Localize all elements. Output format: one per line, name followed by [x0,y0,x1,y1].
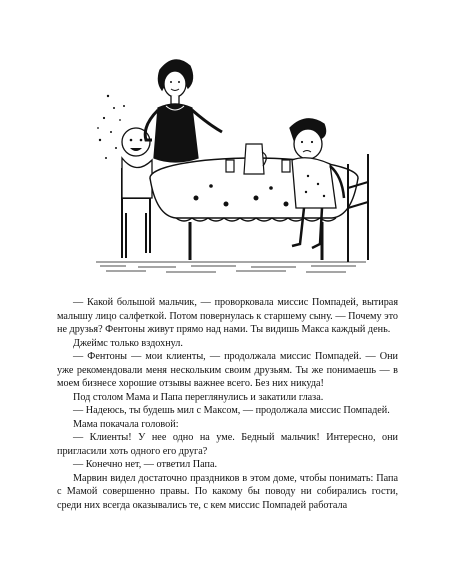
paragraph: Под столом Мама и Папа переглянулись и закатили глаза. [73,391,324,403]
paragraph: — Конечно нет, — ответил Папа. [73,459,218,470]
paragraph: Марвин видел достаточно праздников в этом доме, чтобы понимать: Папа с Мамой совершенно правы. По какому бы поводу ни собирались гости, среди них всегда оказывались те, с кем миссис Помпадей работала [57,472,398,511]
paragraph: — Надеюсь, ты будешь мил с Максом, — продолжала миссис Помпадей. [73,405,390,416]
paragraph: — Клиенты! У нее одно на уме. Бедный мальчик! Интересно, они пригласили хоть одного его друга? [57,432,398,457]
paragraph: — Фентоны — мои клиенты, — продолжала миссис Помпадей. — Они уже рекомендовали меня нескольким своим друзьям. Ты же понимаешь — в моем бизнесе хорошие отзывы важнее всего. Без них никуда! [57,351,398,389]
family-dinner-illustration [86,48,376,280]
page-text [57,296,398,512]
paragraph: Джеймс только вздохнул. [73,337,183,349]
paragraph: — Какой большой мальчик, — проворковала миссис Помпадей, вытирая малышу лицо салфеткой. Потом повернулась к старшему сыну. — Почему это не друзья? Фентоны живут прямо над нами. Ты видишь Макса каждый день. [57,297,398,335]
paragraph: Мама покачала головой: [73,418,179,430]
